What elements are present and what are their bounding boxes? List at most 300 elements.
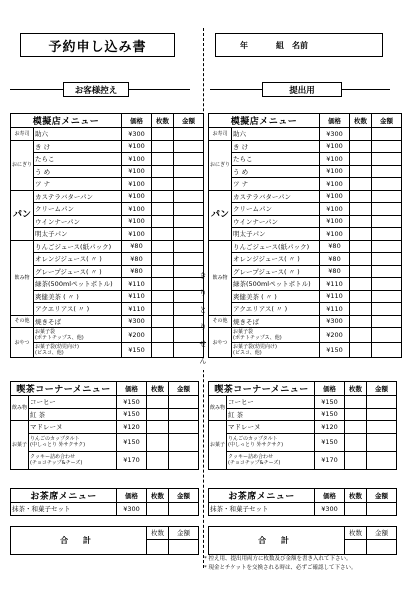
total-qty-header: 枚数 [147, 527, 169, 540]
item-name: き け [34, 140, 122, 153]
item-name: 助六 [232, 128, 320, 141]
item-name: マドレーヌ [227, 421, 315, 434]
item-name: 紅 茶 [29, 408, 117, 421]
qty-cell[interactable] [152, 303, 174, 316]
item-name: 明太子パン [232, 228, 320, 241]
item-price: ¥100 [122, 190, 152, 203]
item-price: ¥100 [320, 228, 350, 241]
amount-cell[interactable] [372, 303, 402, 316]
amount-cell[interactable] [372, 215, 402, 228]
submission-tag [262, 82, 342, 97]
table-row [11, 178, 204, 191]
item-price: ¥150 [320, 343, 350, 358]
amount-cell[interactable] [174, 203, 204, 216]
table-row [209, 290, 402, 303]
item-price: ¥80 [320, 240, 350, 253]
item-price: ¥100 [122, 165, 152, 178]
category-cell: お寿司 [209, 128, 232, 141]
amount-header: 金額 [174, 114, 204, 128]
table-row [11, 343, 204, 358]
qty-cell[interactable] [350, 128, 372, 141]
qty-cell[interactable] [147, 503, 169, 516]
item-price: ¥100 [320, 215, 350, 228]
menu-title: お茶席メニュー [11, 489, 117, 503]
qty-cell[interactable] [350, 253, 372, 266]
category-cell: お菓子 [209, 421, 227, 470]
total-label: 合 計 [11, 527, 147, 555]
customer-copy-label: お客様控え [74, 85, 118, 96]
item-price: ¥100 [122, 215, 152, 228]
item-price: ¥110 [122, 290, 152, 303]
table-row [209, 343, 402, 358]
amount-cell[interactable] [169, 503, 199, 516]
menu-title: 喫茶コーナーメニュー [209, 382, 315, 396]
item-price: ¥100 [320, 203, 350, 216]
item-name: りんごのカップタルト (中しっとり 外サクサク) [227, 433, 315, 451]
table-row [11, 315, 204, 328]
table-row [209, 153, 402, 166]
amount-cell[interactable] [372, 343, 402, 358]
item-price: ¥110 [320, 303, 350, 316]
amount-header: 金額 [367, 382, 397, 396]
amount-cell[interactable] [174, 265, 204, 278]
table-row [11, 303, 204, 316]
name-box[interactable] [215, 33, 383, 57]
table-header-row [209, 382, 397, 396]
item-name: オレンジジュース( 〃 ) [34, 253, 122, 266]
table-row [11, 278, 204, 291]
item-name: オレンジジュース( 〃 ) [232, 253, 320, 266]
left-total [10, 526, 199, 555]
table-row [209, 215, 402, 228]
category-cell: 飲み物 [11, 396, 29, 421]
item-name: りんごのカップタルト (中しっとり 外サクサク) [29, 433, 117, 451]
qty-header: 枚数 [147, 382, 169, 396]
category-cell: おやつ [11, 328, 34, 358]
cut-char: と [199, 306, 207, 314]
qty-cell[interactable] [152, 140, 174, 153]
amount-cell[interactable] [169, 451, 199, 469]
amount-cell[interactable] [174, 215, 204, 228]
table-row [11, 153, 204, 166]
item-price: ¥200 [320, 328, 350, 343]
amount-cell[interactable] [372, 165, 402, 178]
amount-cell[interactable] [372, 278, 402, 291]
total-table [10, 526, 199, 555]
table-row [11, 265, 204, 278]
item-price: ¥170 [117, 451, 147, 469]
qty-cell[interactable] [152, 178, 174, 191]
item-name: 助六 [34, 128, 122, 141]
amount-cell[interactable] [372, 178, 402, 191]
item-name: 抹茶・和菓子セット [11, 503, 117, 516]
right-menu-mogiten [208, 113, 402, 358]
table-header-row [11, 489, 199, 503]
item-price: ¥110 [320, 290, 350, 303]
item-price: ¥200 [122, 328, 152, 343]
table-row [11, 421, 199, 434]
table-row [209, 128, 402, 141]
item-name: マドレーヌ [29, 421, 117, 434]
item-name: ツ ナ [34, 178, 122, 191]
qty-cell[interactable] [152, 165, 174, 178]
item-name: お菓子袋(幼児向け) (ビスコ、他) [232, 343, 320, 358]
amount-cell[interactable] [174, 190, 204, 203]
item-price: ¥150 [315, 433, 345, 451]
qty-cell[interactable] [147, 433, 169, 451]
amount-cell[interactable] [367, 408, 397, 421]
price-header: 価格 [320, 114, 350, 128]
table-row [11, 203, 204, 216]
item-price: ¥120 [315, 421, 345, 434]
menu-title: お茶席メニュー [209, 489, 315, 503]
qty-cell[interactable] [147, 421, 169, 434]
qty-cell[interactable] [350, 178, 372, 191]
amount-cell[interactable] [169, 396, 199, 409]
table-row [11, 328, 204, 343]
item-price: ¥150 [315, 408, 345, 421]
qty-cell[interactable] [152, 278, 174, 291]
item-name: ツ ナ [232, 178, 320, 191]
amount-cell[interactable] [372, 328, 402, 343]
qty-cell[interactable] [350, 240, 372, 253]
qty-cell[interactable] [147, 408, 169, 421]
item-name: 爽健美茶 ( 〃 ) [232, 290, 320, 303]
item-name: アクエリアス( 〃 ) [232, 303, 320, 316]
total-amount-header: 金額 [169, 527, 199, 540]
cut-char: り [199, 323, 207, 331]
qty-cell[interactable] [152, 128, 174, 141]
menu-table [208, 381, 397, 470]
amount-cell[interactable] [174, 228, 204, 241]
qty-cell[interactable] [152, 253, 174, 266]
total-amount-cell[interactable] [367, 539, 397, 554]
qty-cell[interactable] [152, 228, 174, 241]
qty-cell[interactable] [147, 396, 169, 409]
amount-cell[interactable] [372, 153, 402, 166]
cut-char: ん [199, 357, 207, 365]
item-name: クリームパン [232, 203, 320, 216]
category-cell: お菓子 [11, 421, 29, 470]
amount-cell[interactable] [174, 178, 204, 191]
total-qty-header: 枚数 [345, 527, 367, 540]
amount-cell[interactable] [174, 128, 204, 141]
category-cell: パン [11, 190, 34, 240]
item-price: ¥300 [117, 503, 147, 516]
total-amount-header: 金額 [367, 527, 397, 540]
qty-cell[interactable] [152, 328, 174, 343]
item-name: りんごジュース(紙パック) [232, 240, 320, 253]
table-row [11, 228, 204, 241]
item-price: ¥100 [320, 140, 350, 153]
qty-cell[interactable] [350, 190, 372, 203]
table-row [209, 190, 402, 203]
table-row [11, 128, 204, 141]
amount-cell[interactable] [174, 343, 204, 358]
amount-cell[interactable] [174, 303, 204, 316]
item-price: ¥170 [315, 451, 345, 469]
item-name: お菓子袋(幼児向け) (ビスコ、他) [34, 343, 122, 358]
qty-cell[interactable] [350, 153, 372, 166]
item-price: ¥80 [122, 240, 152, 253]
qty-header: 枚数 [345, 489, 367, 503]
amount-cell[interactable] [367, 396, 397, 409]
qty-cell[interactable] [345, 421, 367, 434]
qty-cell[interactable] [152, 290, 174, 303]
note-1: * 控え用、提出用両方に枚数及び金額を書き入れて下さい。 [204, 556, 352, 562]
category-cell: パン [209, 190, 232, 240]
amount-cell[interactable] [372, 290, 402, 303]
amount-cell[interactable] [174, 165, 204, 178]
item-price: ¥100 [122, 140, 152, 153]
table-row [11, 433, 199, 451]
total-header-row [11, 527, 199, 540]
qty-cell[interactable] [345, 433, 367, 451]
item-name: アクエリアス( 〃 ) [34, 303, 122, 316]
category-cell: その他 [209, 315, 232, 328]
qty-header: 枚数 [152, 114, 174, 128]
group-label: 組 [276, 40, 284, 50]
amount-cell[interactable] [372, 315, 402, 328]
item-name: ウインナーパン [232, 215, 320, 228]
menu-title: 模擬店メニュー [209, 114, 320, 128]
table-row [209, 421, 397, 434]
item-name: コーヒー [227, 396, 315, 409]
qty-cell[interactable] [350, 203, 372, 216]
total-qty-cell[interactable] [147, 539, 169, 554]
table-row [11, 451, 199, 469]
amount-cell[interactable] [367, 451, 397, 469]
left-menu-kissa [10, 381, 199, 470]
item-name: う め [34, 165, 122, 178]
price-header: 価格 [117, 489, 147, 503]
table-row [209, 503, 397, 516]
cut-char: き [199, 272, 207, 280]
name-label: 名前 [292, 40, 308, 50]
amount-cell[interactable] [174, 153, 204, 166]
total-amount-cell[interactable] [169, 539, 199, 554]
amount-cell[interactable] [174, 315, 204, 328]
amount-cell[interactable] [372, 203, 402, 216]
cut-char: せ [199, 340, 207, 348]
table-row [209, 203, 402, 216]
category-cell: おやつ [209, 328, 232, 358]
amount-cell[interactable] [174, 278, 204, 291]
table-header-row [11, 382, 199, 396]
amount-header: 金額 [169, 489, 199, 503]
table-row [209, 433, 397, 451]
item-name: 緑茶(500mlペットボトル) [34, 278, 122, 291]
item-name: お菓子袋 (ポテトチップス、他) [34, 328, 122, 343]
table-row [11, 408, 199, 421]
category-cell: 飲み物 [209, 240, 232, 315]
table-row [209, 253, 402, 266]
item-price: ¥80 [122, 253, 152, 266]
table-row [209, 140, 402, 153]
amount-cell[interactable] [372, 128, 402, 141]
item-price: ¥150 [117, 396, 147, 409]
table-row [11, 190, 204, 203]
qty-cell[interactable] [152, 240, 174, 253]
item-name: 焼きそば [232, 315, 320, 328]
form-title-text: 予約申し込み書 [48, 39, 147, 55]
item-price: ¥300 [320, 315, 350, 328]
amount-header: 金額 [372, 114, 402, 128]
qty-cell[interactable] [350, 265, 372, 278]
table-row [11, 253, 204, 266]
qty-cell[interactable] [350, 290, 372, 303]
item-price: ¥150 [117, 433, 147, 451]
table-row [11, 503, 199, 516]
item-price: ¥100 [320, 178, 350, 191]
item-name: カステラバターパン [232, 190, 320, 203]
item-price: ¥110 [122, 303, 152, 316]
amount-header: 金額 [367, 489, 397, 503]
amount-cell[interactable] [169, 408, 199, 421]
total-table [208, 526, 397, 555]
item-price: ¥100 [320, 153, 350, 166]
table-row [209, 278, 402, 291]
qty-cell[interactable] [152, 315, 174, 328]
qty-header: 枚数 [350, 114, 372, 128]
table-header-row [209, 114, 402, 128]
qty-cell[interactable] [345, 503, 367, 516]
item-name: 抹茶・和菓子セット [209, 503, 315, 516]
item-price: ¥150 [122, 343, 152, 358]
qty-cell[interactable] [152, 190, 174, 203]
table-row [209, 396, 397, 409]
item-name: クリームパン [34, 203, 122, 216]
item-price: ¥100 [122, 178, 152, 191]
price-header: 価格 [315, 489, 345, 503]
qty-cell[interactable] [152, 343, 174, 358]
qty-cell[interactable] [152, 215, 174, 228]
item-price: ¥100 [122, 203, 152, 216]
item-name: りんごジュース(紙パック) [34, 240, 122, 253]
item-price: ¥150 [315, 396, 345, 409]
qty-cell[interactable] [152, 265, 174, 278]
customer-copy-tag [63, 82, 129, 97]
amount-cell[interactable] [174, 140, 204, 153]
item-price: ¥80 [320, 253, 350, 266]
amount-cell[interactable] [174, 328, 204, 343]
table-row [209, 451, 397, 469]
table-row [209, 315, 402, 328]
qty-cell[interactable] [350, 228, 372, 241]
qty-cell[interactable] [350, 328, 372, 343]
qty-cell[interactable] [345, 396, 367, 409]
amount-cell[interactable] [174, 240, 204, 253]
table-header-row [209, 489, 397, 503]
table-row [11, 396, 199, 409]
qty-cell[interactable] [152, 153, 174, 166]
item-price: ¥300 [122, 315, 152, 328]
item-price: ¥150 [117, 408, 147, 421]
item-price: ¥100 [320, 190, 350, 203]
item-name: グレープジュース( 〃 ) [232, 265, 320, 278]
item-price: ¥110 [320, 278, 350, 291]
item-price: ¥100 [320, 165, 350, 178]
qty-cell[interactable] [350, 140, 372, 153]
category-cell: おにぎり [11, 140, 34, 190]
item-name: クッキー詰め合わせ (チョコチップ&チーズ) [29, 451, 117, 469]
qty-cell[interactable] [350, 315, 372, 328]
amount-cell[interactable] [372, 265, 402, 278]
item-name: う め [232, 165, 320, 178]
amount-cell[interactable] [174, 290, 204, 303]
amount-cell[interactable] [174, 253, 204, 266]
item-name: き け [232, 140, 320, 153]
right-menu-ochaseki [208, 488, 397, 516]
right-total [208, 526, 397, 555]
amount-cell[interactable] [169, 433, 199, 451]
amount-cell[interactable] [372, 228, 402, 241]
qty-cell[interactable] [345, 408, 367, 421]
qty-cell[interactable] [350, 215, 372, 228]
qty-cell[interactable] [350, 165, 372, 178]
amount-cell[interactable] [367, 503, 397, 516]
table-row [209, 328, 402, 343]
left-menu-mogiten [10, 113, 204, 358]
table-row [209, 265, 402, 278]
item-price: ¥300 [315, 503, 345, 516]
amount-cell[interactable] [367, 421, 397, 434]
menu-table [10, 488, 199, 516]
amount-cell[interactable] [169, 421, 199, 434]
notes [204, 555, 416, 573]
year-label: 年 [240, 40, 248, 50]
item-name: ウインナーパン [34, 215, 122, 228]
item-name: カステラバターパン [34, 190, 122, 203]
table-row [209, 165, 402, 178]
amount-cell[interactable] [372, 253, 402, 266]
amount-cell[interactable] [372, 140, 402, 153]
qty-cell[interactable] [345, 451, 367, 469]
category-cell: お寿司 [11, 128, 34, 141]
right-menu-kissa [208, 381, 397, 470]
table-row [11, 165, 204, 178]
total-qty-cell[interactable] [345, 539, 367, 554]
category-cell: 飲み物 [209, 396, 227, 421]
table-header-row [11, 114, 204, 128]
note-2: * 現金とチケットを交換される時は、必ずご確認して下さい。 [204, 565, 357, 571]
item-name: たらこ [34, 153, 122, 166]
qty-cell[interactable] [152, 203, 174, 216]
amount-cell[interactable] [372, 190, 402, 203]
menu-table [208, 488, 397, 516]
item-price: ¥100 [122, 228, 152, 241]
amount-cell[interactable] [367, 433, 397, 451]
cut-char: り [199, 289, 207, 297]
table-row [11, 290, 204, 303]
qty-cell[interactable] [350, 343, 372, 358]
table-row [11, 140, 204, 153]
total-header-row [209, 527, 397, 540]
item-name: たらこ [232, 153, 320, 166]
category-cell: おにぎり [209, 140, 232, 190]
qty-cell[interactable] [350, 278, 372, 291]
item-price: ¥80 [122, 265, 152, 278]
amount-header: 金額 [169, 382, 199, 396]
table-row [209, 303, 402, 316]
item-name: 焼きそば [34, 315, 122, 328]
item-name: コーヒー [29, 396, 117, 409]
qty-header: 枚数 [147, 489, 169, 503]
qty-cell[interactable] [350, 303, 372, 316]
qty-cell[interactable] [147, 451, 169, 469]
submission-label: 提出用 [289, 85, 315, 96]
amount-cell[interactable] [372, 240, 402, 253]
